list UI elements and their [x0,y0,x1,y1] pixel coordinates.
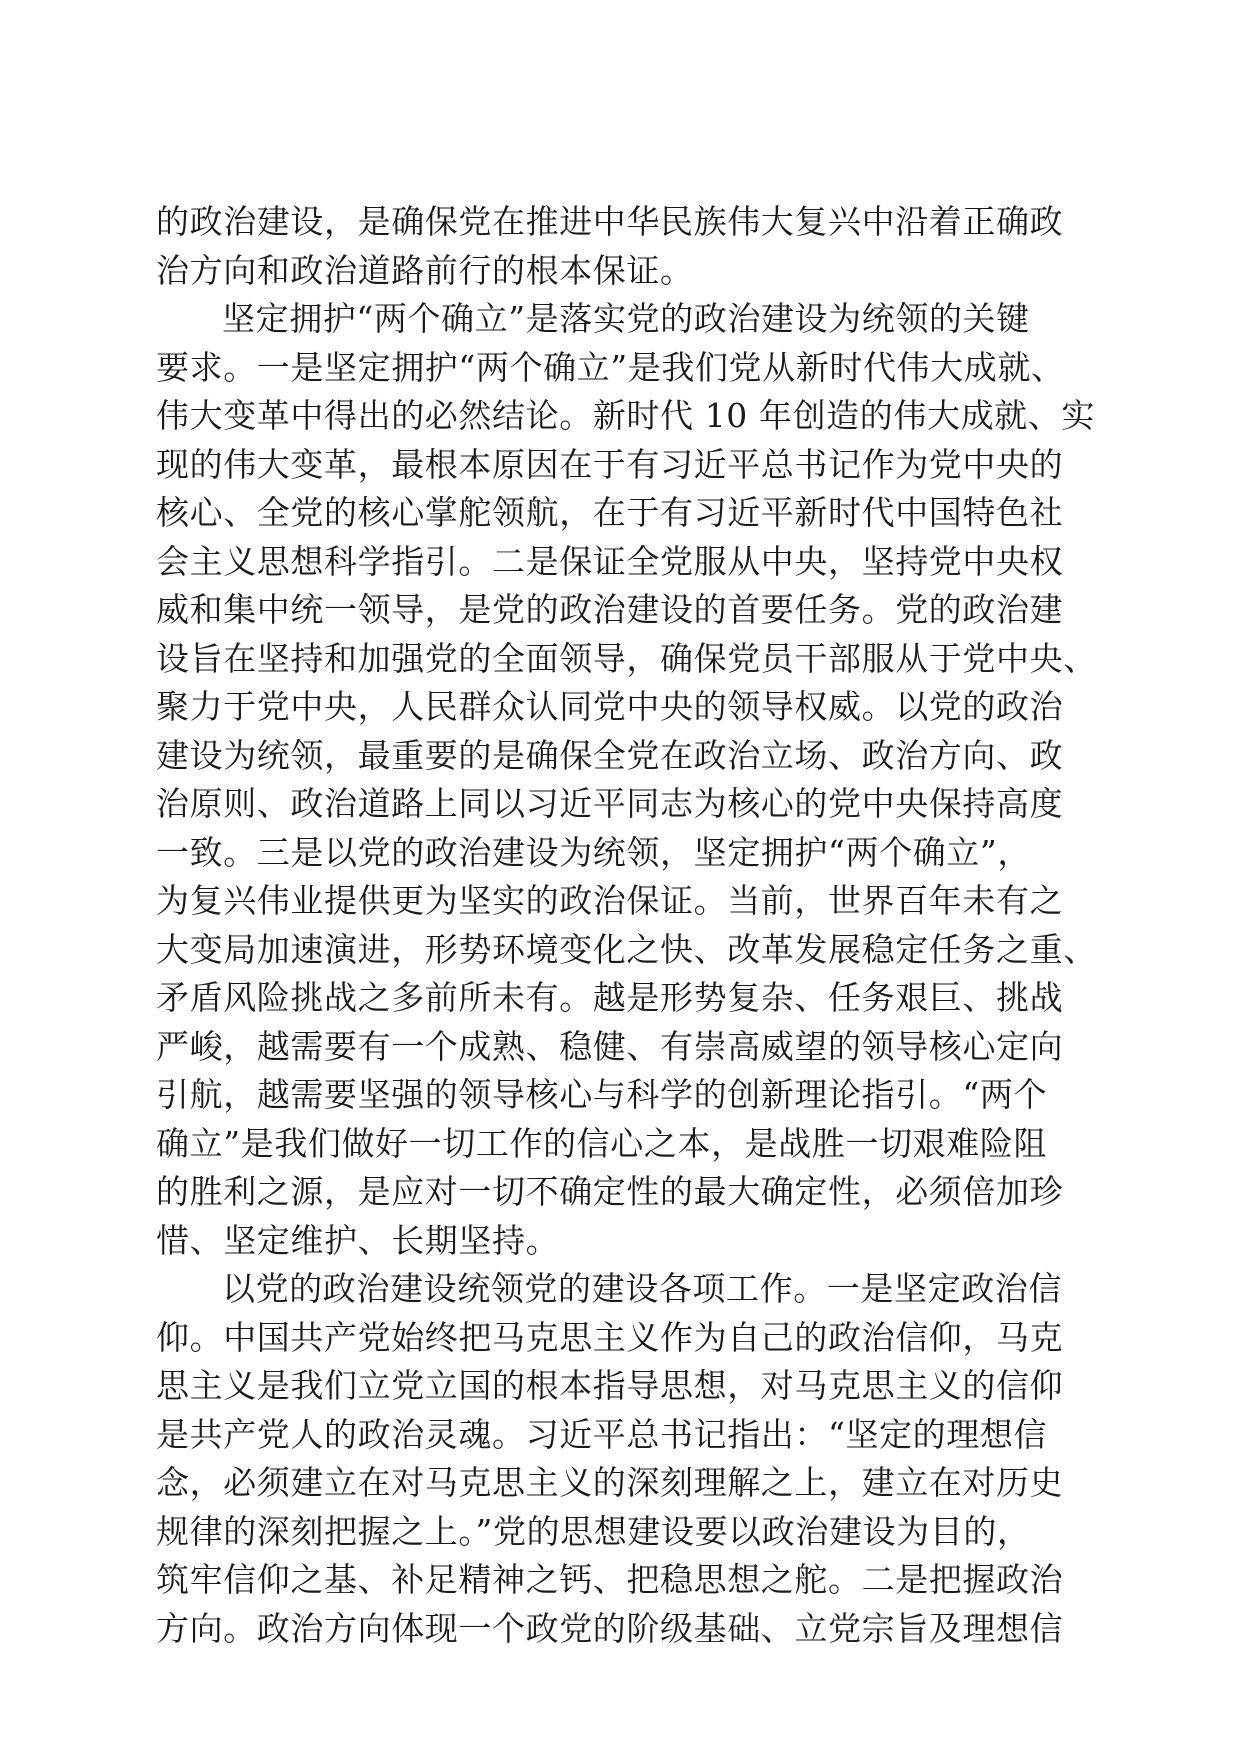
text-line: 核心、全党的核心掌舵领航，在于有习近平新时代中国特色社 [156,493,1064,532]
text-line: 念，必须建立在对马克思主义的深刻理解之上，建立在对历史 [156,1463,1064,1502]
paragraph-start-line: 以党的政治建设统领党的建设各项工作。一是坚定政治信 [222,1269,1062,1308]
paragraph-start-line: 坚定拥护“两个确立”是落实党的政治建设为统领的关键 [222,299,1030,338]
text-line: 惜、坚定维护、长期坚持。 [156,1220,560,1260]
text-line: 会主义思想科学指引。二是保证全党服从中央，坚持党中央权 [156,541,1064,581]
text-line: 现的伟大变革，最根本原因在于有习近平总书记作为党中央的 [156,444,1064,484]
text-line: 威和集中统一领导，是党的政治建设的首要任务。党的政治建 [156,590,1064,629]
text-line: 的政治建设，是确保党在推进中华民族伟大复兴中沿着正确政 [156,202,1064,241]
text-line: 设旨在坚持和加强党的全面领导，确保党员干部服从于党中央、 [156,638,1097,678]
text-line: 的胜利之源，是应对一切不确定性的最大确定性，必须倍加珍 [156,1172,1064,1211]
body-text [156,198,1096,1653]
text-line: 为复兴伟业提供更为坚实的政治保证。当前，世界百年未有之 [156,881,1064,920]
text-line: 一致。三是以党的政治建设为统领，坚定拥护“两个确立”， [156,832,1031,872]
text-line: 筑牢信仰之基、补足精神之钙、把稳思想之舵。二是把握政治 [156,1560,1064,1599]
text-line: 规律的深刻把握之上。”党的思想建设要以政治建设为目的， [156,1511,1031,1551]
text-line: 大变局加速演进，形势环境变化之快、改革发展稳定任务之重、 [156,929,1097,969]
text-line: 治原则、政治道路上同以习近平同志为核心的党中央保持高度 [156,784,1064,823]
text-line: 建设为统领，最重要的是确保全党在政治立场、政治方向、政 [156,735,1064,775]
text-line: 仰。中国共产党始终把马克思主义作为自己的政治信仰，马克 [156,1317,1064,1357]
text-line: 方向。政治方向体现一个政党的阶级基础、立党宗旨及理想信 [156,1608,1064,1648]
text-line: 确立”是我们做好一切工作的信心之本，是战胜一切艰难险阻 [156,1123,1048,1163]
text-line: 引航，越需要坚强的领导核心与科学的创新理论指引。“两个 [156,1075,1048,1114]
text-line: 伟大变革中得出的必然结论。新时代 10 年创造的伟大成就、实 [156,396,1095,435]
text-line: 治方向和政治道路前行的根本保证。 [156,250,694,290]
text-line: 是共产党人的政治灵魂。习近平总书记指出：“坚定的理想信 [156,1414,1048,1454]
text-line: 矛盾风险挑战之多前所未有。越是形势复杂、任务艰巨、挑战 [156,978,1064,1017]
text-line: 思主义是我们立党立国的根本指导思想，对马克思主义的信仰 [156,1366,1064,1405]
text-line: 聚力于党中央，人民群众认同党中央的领导权威。以党的政治 [156,687,1064,726]
text-line: 严峻，越需要有一个成熟、稳健、有崇高威望的领导核心定向 [156,1026,1064,1066]
text-line: 要求。一是坚定拥护“两个确立”是我们党从新时代伟大成就、 [156,347,1065,387]
